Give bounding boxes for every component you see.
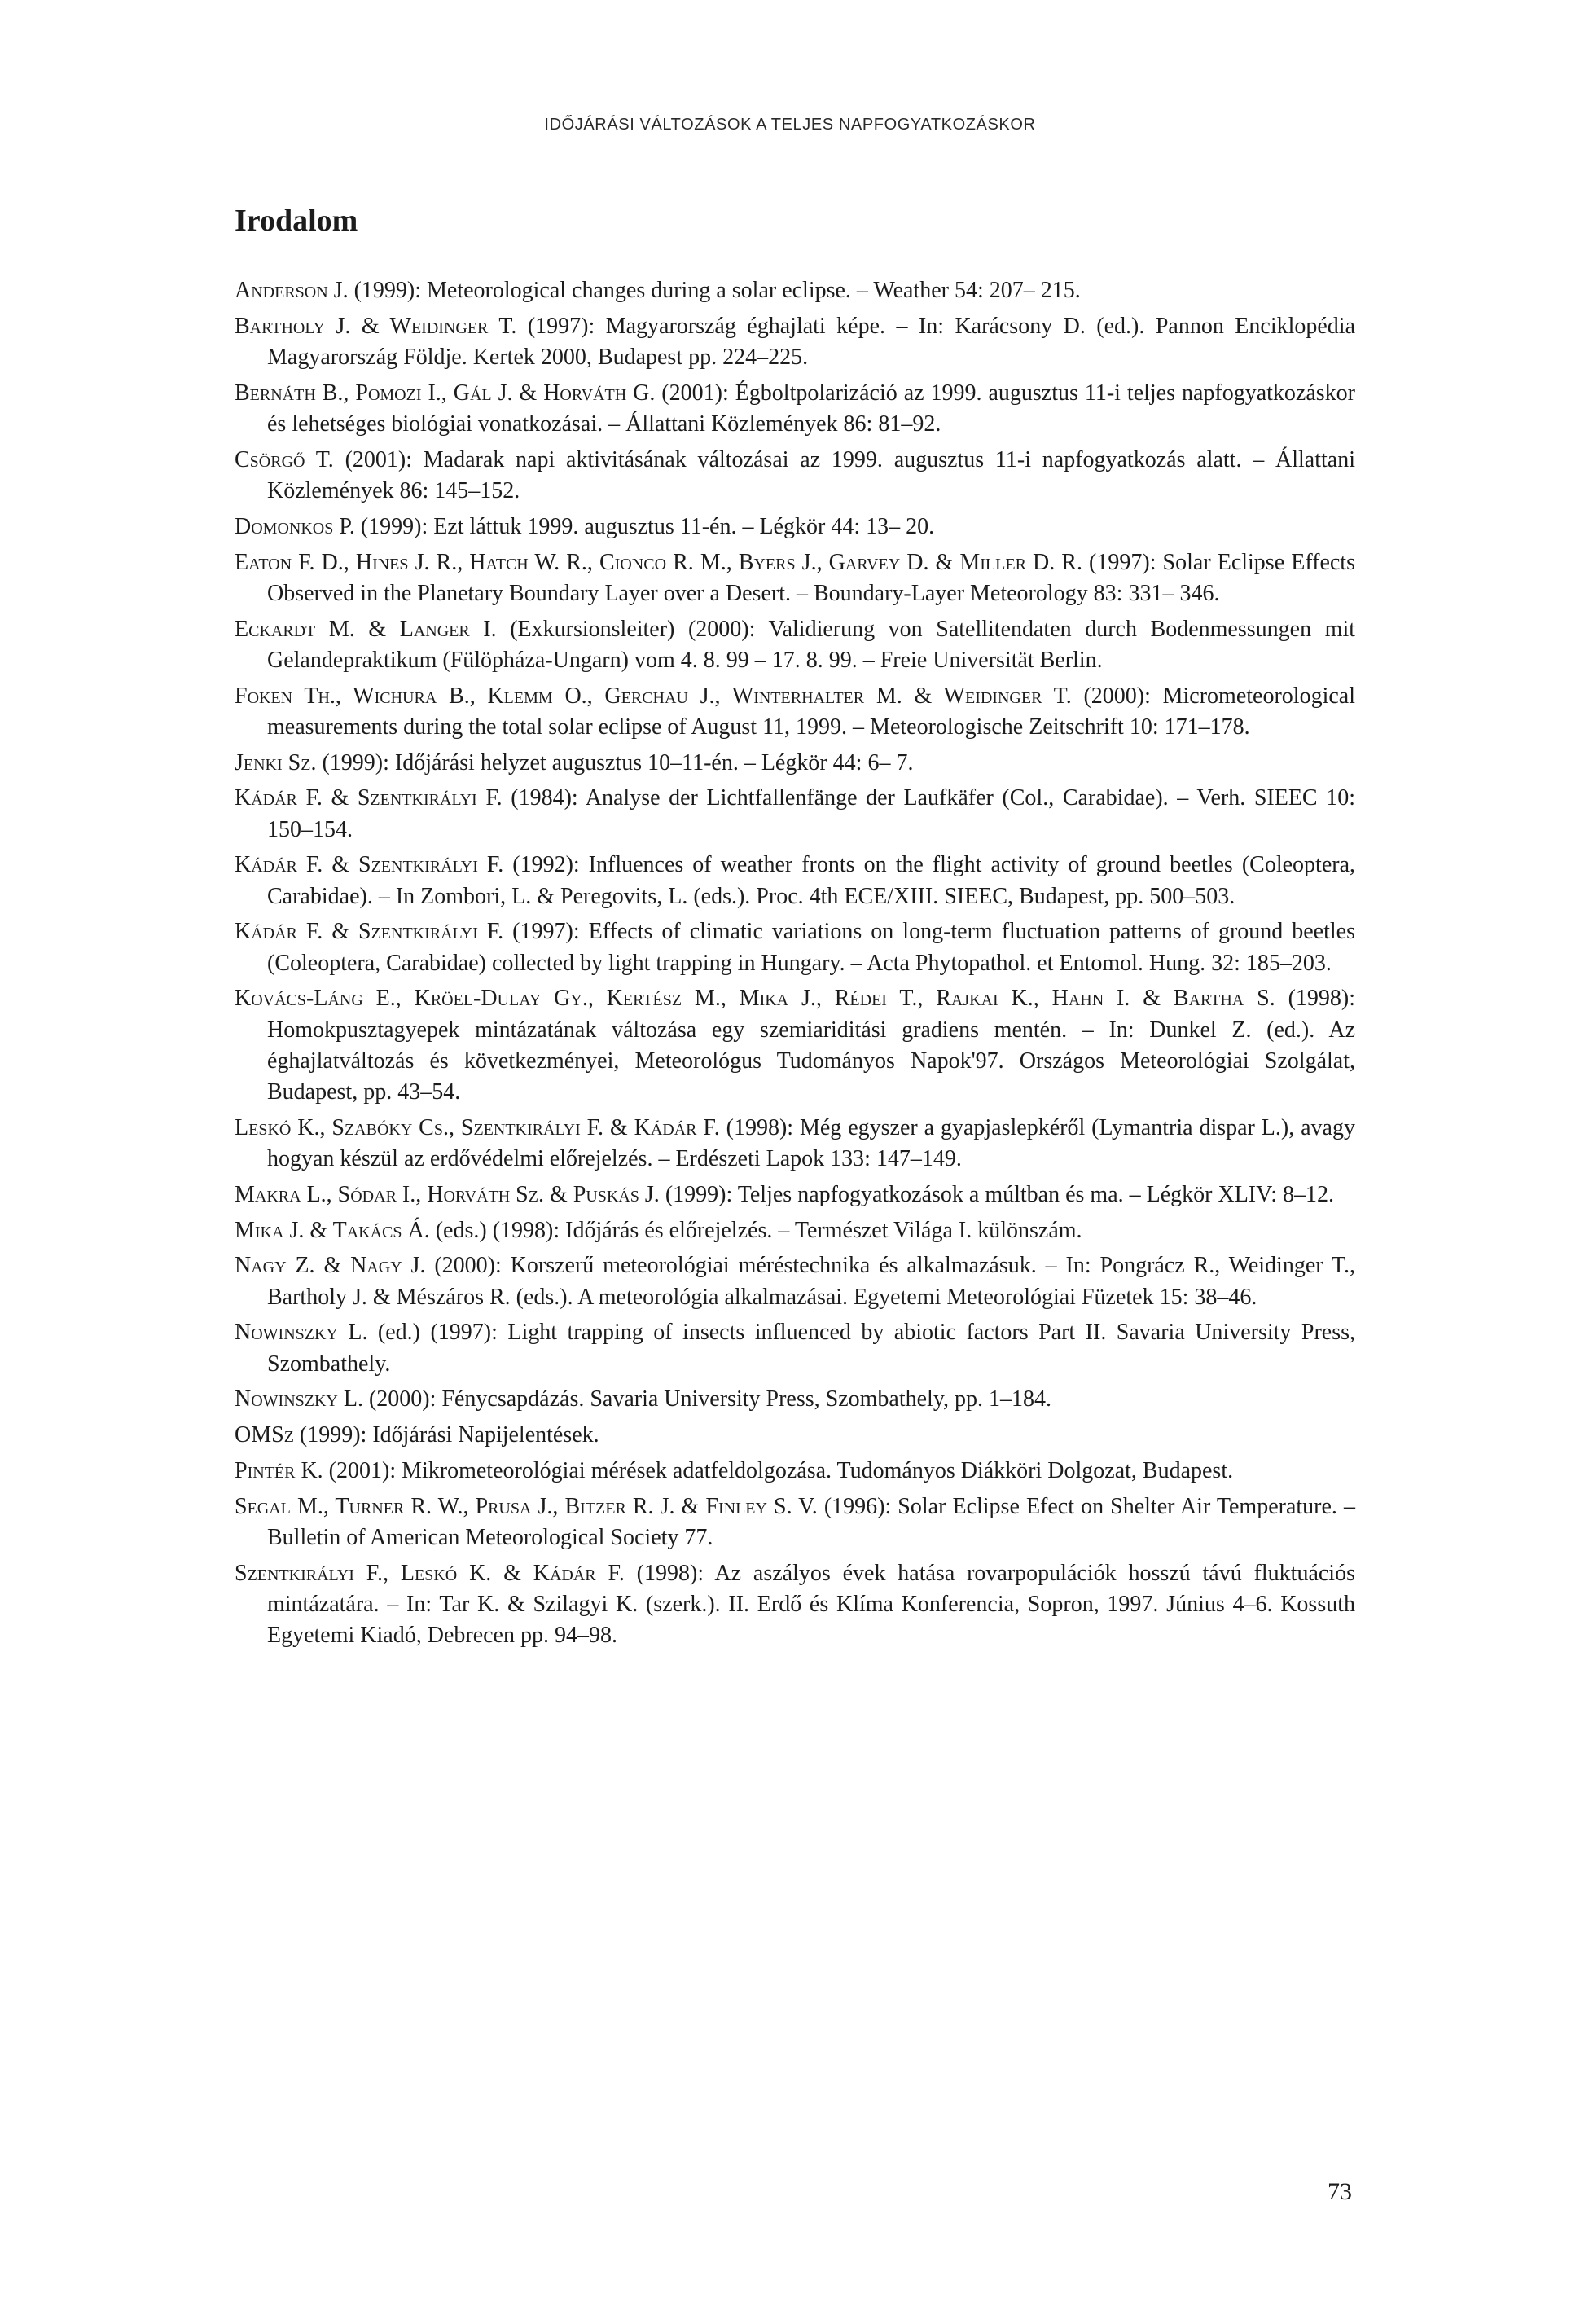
reference-item — [235, 547, 1355, 609]
reference-authors: Nowinszky L. — [235, 1386, 363, 1412]
page-number: 73 — [1328, 2178, 1352, 2205]
reference-item — [235, 1491, 1355, 1553]
reference-authors: Segal M., Turner R. W., Prusa J., Bitzer R. J. & Finley S. V. — [235, 1493, 818, 1519]
reference-item — [235, 378, 1355, 440]
reference-item — [235, 1113, 1355, 1175]
reference-body: (1998): Még egyszer a gyapjaslepkéről (Lymantria dispar L.), avagy hogyan készül az erdővédelmi előrejelzés. – Erdészeti Lapok 133: 147–149. — [267, 1114, 1355, 1171]
reference-authors: OMSz — [235, 1422, 294, 1448]
reference-body: (2000): Fénycsapdázás. Savaria University Press, Szombathely, pp. 1–184. — [362, 1386, 1052, 1412]
reference-authors: Csörgő T. — [235, 446, 334, 472]
reference-item — [235, 748, 1355, 779]
reference-body: (1999): Teljes napfogyatkozások a múltban és ma. – Légkör XLIV: 8–12. — [659, 1181, 1335, 1207]
reference-item — [235, 1180, 1355, 1210]
reference-authors: Domonkos P. — [235, 513, 355, 539]
reference-body: (1984): Analyse der Lichtfallenfänge der Laufkäfer (Col., Carabidae). – Verh. SIEEC 10: 150–154. — [267, 785, 1356, 842]
reference-authors: Foken Th., Wichura B., Klemm O., Gerchau J., Winterhalter M. & Weidinger T. — [235, 683, 1072, 709]
reference-body: (1999): Időjárási helyzet augusztus 10–11-én. – Légkör 44: 6– 7. — [316, 749, 914, 775]
reference-body: (2000): Korszerű meteorológiai méréstechnika és alkalmazásuk. – In: Pongrácz R., Weidinger T., Bartholy J. & Mészáros R. (eds.). A meteorológia alkalmazásai. Egyetemi Meteorológiai Füzetek 15: 38–46. — [267, 1253, 1355, 1310]
section-title: Irodalom — [235, 204, 358, 238]
reference-item — [235, 783, 1355, 845]
reference-authors: Pintér K. — [235, 1457, 323, 1483]
reference-body: (2000): Micrometeorological measurements during the total solar eclipse of August 11, 1999. – Meteorologische Zeitschrift 10: 171–178. — [267, 683, 1355, 740]
reference-body: (ed.) (1997): Light trapping of insects influenced by abiotic factors Part II. Savaria University Press, Szombathely. — [267, 1320, 1355, 1377]
reference-item — [235, 1558, 1355, 1652]
reference-body: (Exkursionsleiter) (2000): Validierung von Satellitendaten durch Bodenmessungen mit Gelandepraktikum (Fülöpháza-Ungarn) vom 4. 8. 99 – 17. 8. 99. – Freie Universität Berlin. — [267, 616, 1355, 673]
reference-item — [235, 916, 1355, 978]
reference-item — [235, 311, 1355, 373]
reference-item — [235, 983, 1355, 1108]
reference-body: (1997): Magyarország éghajlati képe. – In: Karácsony D. (ed.). Pannon Enciklopédia Magyarország Földje. Kertek 2000, Budapest pp. 224–225. — [267, 313, 1356, 370]
reference-body: (1999): Meteorological changes during a solar eclipse. – Weather 54: 207– 215. — [348, 278, 1081, 303]
reference-body: (1997): Solar Eclipse Effects Observed in the Planetary Boundary Layer over a Desert. – Boundary-Layer Meteorology 83: 331– 346. — [267, 549, 1355, 606]
reference-body: (2001): Égboltpolarizáció az 1999. augusztus 11-i teljes napfogyatkozáskor és lehetséges biológiai vonatkozásai. – Állattani Közlemények 86: 81–92. — [267, 380, 1355, 437]
reference-authors: Anderson J. — [235, 278, 349, 303]
reference-body: (1997): Effects of climatic variations on long-term fluctuation patterns of ground beetles (Coleoptera, Carabidae) collected by light trapping in Hungary. – Acta Phytopathol. et Entomol. Hung. 32: 185–203. — [267, 919, 1355, 976]
reference-item — [235, 1420, 1355, 1451]
reference-body: (eds.) (1998): Időjárás és előrejelzés. – Természet Világa I. különszám. — [429, 1217, 1082, 1243]
reference-body: (1998): Az aszályos évek hatása rovarpopulációk hosszú távú fluktuációs mintázatára. – In: Tar K. & Szilagyi K. (szerk.). II. Erdő és Klíma Konferencia, Sopron, 1997. Június 4–6. Kossuth Egyetemi Kiadó, Debrecen pp. 94–98. — [267, 1560, 1355, 1649]
reference-item — [235, 445, 1355, 507]
reference-authors: Kádár F. & Szentkirályi F. — [235, 785, 503, 811]
reference-body: (2001): Mikrometeorológiai mérések adatfeldolgozása. Tudományos Diákköri Dolgozat, Budapest. — [323, 1457, 1234, 1483]
reference-authors: Bernáth B., Pomozi I., Gál J. & Horváth G. — [235, 380, 656, 406]
reference-item — [235, 1456, 1355, 1487]
reference-item — [235, 512, 1355, 543]
reference-body: (1999): Ezt láttuk 1999. augusztus 11-én. – Légkör 44: 13– 20. — [354, 513, 935, 539]
reference-body: (1992): Influences of weather fronts on the flight activity of ground beetles (Coleoptera, Carabidae). – In Zombori, L. & Peregovits, L. (eds.). Proc. 4th ECE/XIII. SIEEC, Budapest, pp. 500–503. — [267, 852, 1356, 909]
reference-authors: Nowinszky L. — [235, 1320, 368, 1346]
running-header: IDŐJÁRÁSI VÁLTOZÁSOK A TELJES NAPFOGYATKOZÁSKOR — [544, 116, 1036, 134]
reference-item — [235, 1317, 1355, 1379]
reference-authors: Nagy Z. & Nagy J. — [235, 1253, 426, 1279]
reference-authors: Eckardt M. & Langer I. — [235, 616, 497, 642]
reference-authors: Leskó K., Szabóky Cs., Szentkirályi F. & Kádár F. — [235, 1114, 720, 1140]
reference-item — [235, 275, 1355, 306]
reference-item — [235, 1250, 1355, 1312]
reference-authors: Makra L., Sódar I., Horváth Sz. & Puskás J. — [235, 1181, 660, 1207]
reference-item — [235, 681, 1355, 743]
reference-authors: Kovács-Láng E., Kröel-Dulay Gy., Kertész M., Mika J., Rédei T., Rajkai K., Hahn I. & Bartha S. — [235, 986, 1275, 1012]
reference-authors: Jenki Sz. — [235, 749, 317, 775]
reference-body: (2001): Madarak napi aktivitásának változásai az 1999. augusztus 11-i napfogyatkozás alatt. – Állattani Közlemények 86: 145–152. — [267, 446, 1355, 503]
reference-item — [235, 850, 1355, 912]
reference-authors: Bartholy J. & Weidinger T. — [235, 313, 517, 339]
reference-body: (1996): Solar Eclipse Efect on Shelter Air Temperature. – Bulletin of American Meteorological Society 77. — [267, 1493, 1355, 1550]
reference-item — [235, 614, 1355, 676]
reference-body: (1999): Időjárási Napijelentések. — [293, 1422, 599, 1448]
reference-body: (1998): Homokpusztagyepek mintázatának változása egy szemiariditási gradiens mentén. – In: Dunkel Z. (ed.). Az éghajlatváltozás és következményei, Meteorológus Tudományos Napok'97. Országos Meteorológiai Szolgálat, Budapest, pp. 43–54. — [267, 986, 1355, 1105]
reference-list — [235, 275, 1355, 1656]
reference-authors: Mika J. & Takács Á. — [235, 1217, 430, 1243]
reference-authors: Kádár F. & Szentkirályi F. — [235, 919, 504, 945]
reference-authors: Eaton F. D., Hines J. R., Hatch W. R., Cionco R. M., Byers J., Garvey D. & Miller D. R. — [235, 549, 1082, 575]
reference-authors: Kádár F. & Szentkirályi F. — [235, 852, 504, 878]
reference-item — [235, 1384, 1355, 1415]
reference-item — [235, 1215, 1355, 1246]
reference-authors: Szentkirályi F., Leskó K. & Kádár F. — [235, 1560, 625, 1586]
